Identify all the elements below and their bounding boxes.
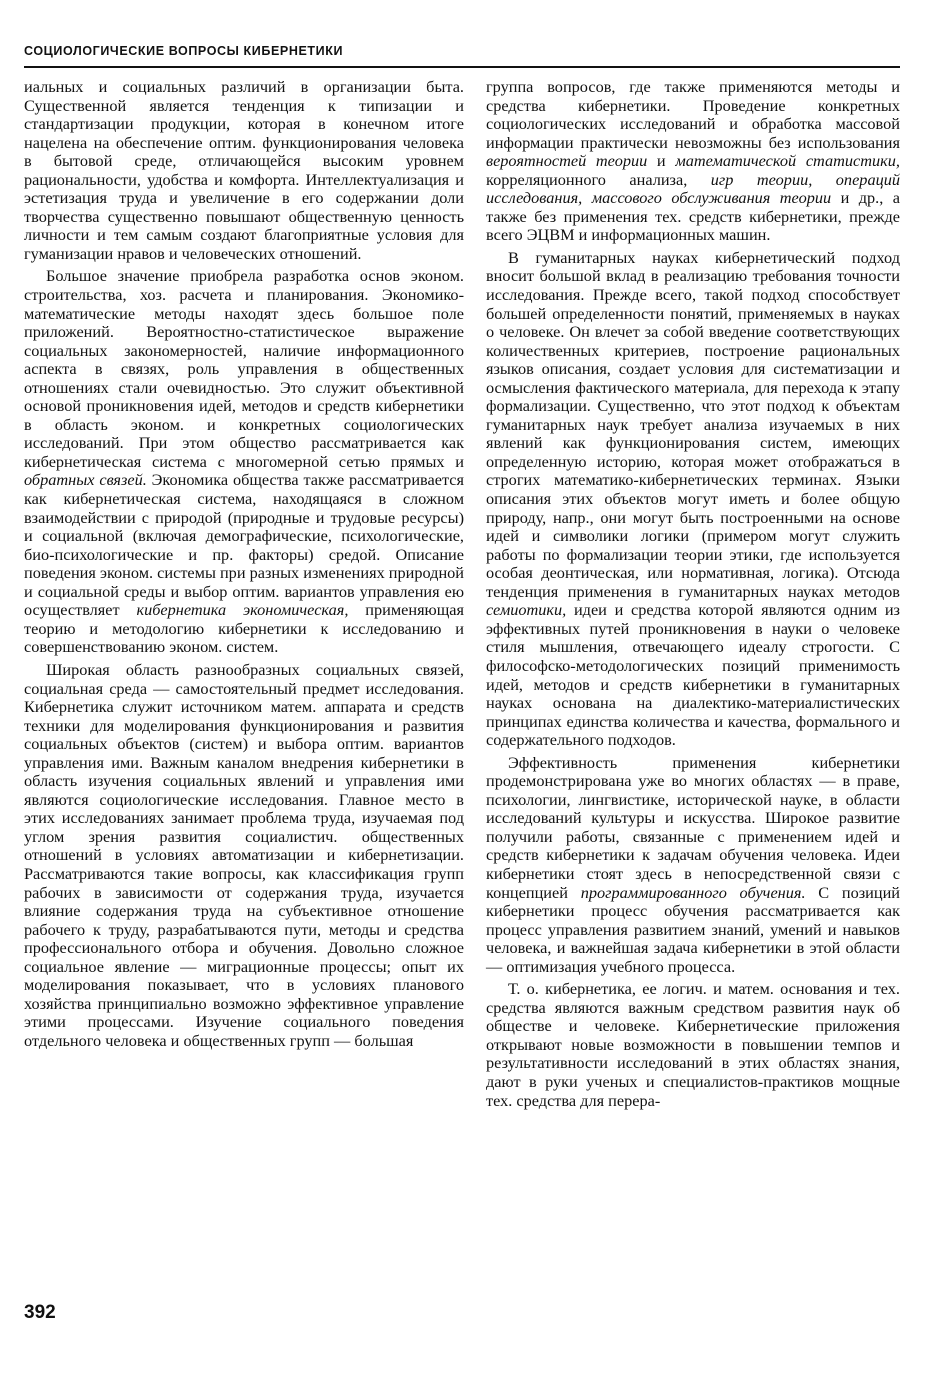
paragraph-text: Большое значение приобрела разработка основ эконом. строительства, хоз. расчета и планирования. Экономико-математические методы находят здесь большое поле приложений. Вероятностно-статистическое выражение социальных закономерностей, наличие информационного аспекта в связях, роль управления в общественных отношениях стали очевидностью. Это служит объективной основой проникновения идей, методов и средств кибернетики в область эконом. и конкретных социологических исследований. При этом общество рассматривается как кибернетическая система с многомерной сетью прямых и	[24, 266, 464, 471]
term-link: кибернетика экономическая,	[136, 600, 349, 620]
paragraph-text: В гуманитарных науках кибернетический подход вносит большой вклад в реализацию требования точности исследования. Прежде всего, такой подход способствует большей определенности понятий, применяемых в науках о человеке. Он влечет за собой введение соответствующих количественных критериев, построение рациональных языков описания, создает условия для систематизации и осмысления фактического материала, для перехода к этапу формализации. Существенно, что этот подход к объектам гуманитарных наук требует анализа изучаемых в них явлений как функционирования систем, имеющих определенную историю, которая может отображаться в строгих математико-кибернетических терминах. Языки описания этих объектов могут иметь и более общую природу, напр., они могут быть построенными на основе идей и символики логики (примером могут служить работы по формализации теории этики, где используется особая деонтическая, или нормативная, логика). Отсюда тенденция применения в гуманитарных науках методов	[486, 247, 900, 601]
paragraph-text: иальных и социальных различий в организации быта. Существенной является тенденция к типизации и стандартизации продукции, которая в конечном итоге нацелена на обеспечение оптим. функционирования человека в бытовой среде, отличающейся высоким уровнем рациональности, удобства и комфорта. Интеллектуализация и эстетизация труда и увеличение в его содержании доли творчества существенно повышают общественную ценность личности и тем самым создают благоприятные условия для гуманизации нравов и человеческих отношений.	[24, 77, 464, 263]
paragraph	[486, 754, 900, 977]
paragraph	[24, 661, 464, 1050]
paragraph-text: Экономика общества также рассматривается как кибернетическая система, находящаяся в сложном взаимодействии с природой (природные и трудовые ресурсы) и социальной (включая демографические, психологические, био-психологические и пр. факторы) средой. Описание поведения эконом. системы при разных изменениях природной и социальной среды и выбор оптим. вариантов управления ею осуществляет	[24, 470, 465, 620]
paragraph	[24, 78, 464, 263]
page-number: 392	[24, 1302, 56, 1323]
term-link: семиотики,	[486, 600, 567, 620]
paragraph-text: Широкая область разнообразных социальных связей, социальная среда — самостоятельный предмет исследования. Кибернетика служит источником матем. аппарата и средств техники для моделирования функционирования и развития социальных объектов (систем) и выбора оптим. вариантов управления ими. Важным каналом внедрения кибернетики в область изучения социальных явлений и управления ими являются социологические исследования. Главное место в этих исследованиях занимает проблема труда, изучаемая под углом зрения развития социалистич. общественных отношений в условиях автоматизации и кибернетизации. Рассматриваются такие вопросы, как классификация групп рабочих в зависимости от содержания труда, изучается влияние содержания труда на субъективное отношение рабочего к труду, разрабатываются пути, методы и средства профессионального отбора и обучения. Довольно сложное социальное явление — миграционные процессы; опыт их моделирования показывает, что в условиях планового хозяйства принципиально возможно эффективное управление этими процессами. Изучение социального поведения отдельного человека и общественных групп — большая	[24, 659, 464, 1050]
paragraph-text: и др., а также без применения тех. средств кибернетики, прежде всего ЭЦВМ и информационных машин.	[486, 188, 900, 245]
term-link: обратных связей.	[24, 470, 147, 490]
term-link: программированного обучения.	[580, 882, 806, 902]
paragraph-text: и	[647, 151, 676, 171]
term-link: вероятностей теории	[486, 151, 648, 171]
left-column	[24, 78, 464, 1050]
paragraph-text: группа вопросов, где также применяются методы и средства кибернетики. Проведение конкретных социологических исследований и обработка массовой информации практически невозможны без использования	[486, 77, 900, 152]
paragraph-text: Эффективность применения кибернетики продемонстрирована уже во многих областях — в праве, психологии, лингвистике, исторической науке, в области исследований культуры и искусства. Широкое развитие получили работы, связанные с применением идей и средств кибернетики к задачам обучения человека. Идеи кибернетики стоят здесь в непосредственной связи с концепцией	[486, 752, 900, 902]
paragraph	[486, 249, 900, 750]
paragraph-text: применяющая теорию и методологию кибернетики к исследованию и совершенствованию эконом. систем.	[24, 600, 464, 657]
paragraph-text: корреляционного анализа,	[486, 169, 711, 189]
paragraph	[24, 267, 464, 656]
header-rule	[24, 66, 900, 68]
right-column	[486, 78, 900, 1110]
term-link: математической статистики,	[675, 151, 900, 171]
running-header: СОЦИОЛОГИЧЕСКИЕ ВОПРОСЫ КИБЕРНЕТИКИ	[24, 44, 344, 58]
term-link: игр теории, операций исследования, массового обслуживания теории	[486, 169, 901, 208]
paragraph-text: идеи и средства которой являются одним из эффективных путей проникновения в науки о человеке стиля мышления, отвечающего идеалу строгости. С философско-методологических позиций применимость идей, методов и средств кибернетики в гуманитарных науках основана на диалектико-материалистических принципах единства количества и качества, формального и содержательного подходов.	[486, 600, 900, 750]
paragraph	[486, 78, 900, 245]
paragraph	[486, 980, 900, 1110]
paragraph-text: Т. о. кибернетика, ее логич. и матем. основания и тех. средства являются важным средством развития наук об обществе и человеке. Кибернетические приложения открывают новые возможности в повышении темпов и результативности исследований в этих областях знания, дают в руки ученых и специалистов-практиков мощные тех. средства для перера-	[486, 979, 900, 1110]
paragraph-text: С позиций кибернетики процесс обучения рассматривается как процесс управления развитием знаний, умений и навыков человека, и важнейшая задача кибернетики в этой области — оптимизация учебного процесса.	[486, 882, 901, 976]
